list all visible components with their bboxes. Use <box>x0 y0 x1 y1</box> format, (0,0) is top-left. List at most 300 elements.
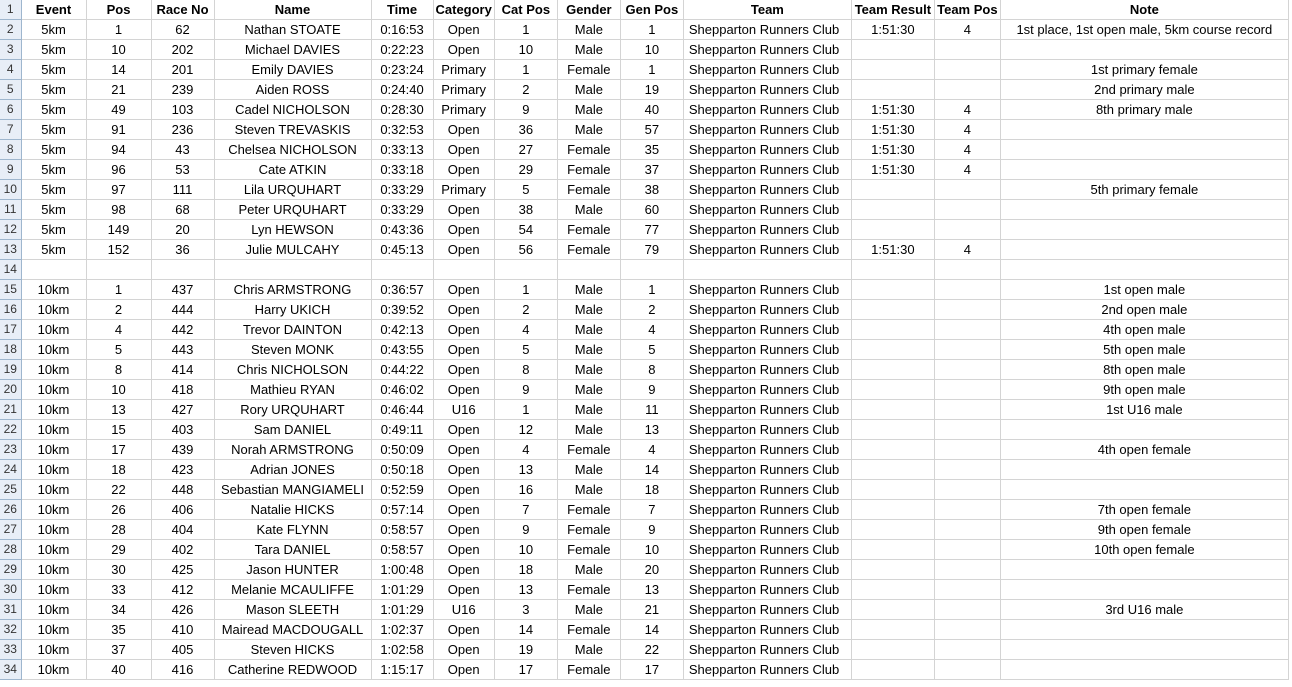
table-cell[interactable]: 37 <box>620 160 683 180</box>
table-cell[interactable]: Shepparton Runners Club <box>683 40 851 60</box>
table-cell[interactable]: Shepparton Runners Club <box>683 100 851 120</box>
table-cell[interactable] <box>851 460 934 480</box>
table-cell[interactable]: 21 <box>86 80 151 100</box>
table-cell[interactable] <box>1000 200 1288 220</box>
table-cell[interactable]: 10km <box>21 420 86 440</box>
table-cell[interactable]: Lyn HEWSON <box>214 220 371 240</box>
table-cell[interactable]: 1 <box>494 60 557 80</box>
table-cell[interactable]: 5km <box>21 140 86 160</box>
table-cell[interactable]: 1 <box>86 20 151 40</box>
table-cell[interactable]: 98 <box>86 200 151 220</box>
table-cell[interactable]: 9 <box>494 380 557 400</box>
table-cell[interactable]: 14 <box>494 620 557 640</box>
table-cell[interactable]: 1:02:58 <box>371 640 433 660</box>
table-cell[interactable]: 4 <box>494 440 557 460</box>
table-cell[interactable]: 239 <box>151 80 214 100</box>
table-cell[interactable]: 8th primary male <box>1000 100 1288 120</box>
table-cell[interactable]: Shepparton Runners Club <box>683 500 851 520</box>
table-cell[interactable]: 1st primary female <box>1000 60 1288 80</box>
table-cell[interactable]: Mathieu RYAN <box>214 380 371 400</box>
table-cell[interactable]: Female <box>557 540 620 560</box>
table-cell[interactable]: 402 <box>151 540 214 560</box>
table-cell[interactable] <box>851 380 934 400</box>
table-cell[interactable]: 4th open male <box>1000 320 1288 340</box>
table-cell[interactable]: 14 <box>620 620 683 640</box>
table-cell[interactable] <box>1000 140 1288 160</box>
row-number[interactable]: 33 <box>0 640 21 660</box>
table-cell[interactable]: Chris NICHOLSON <box>214 360 371 380</box>
table-cell[interactable] <box>934 280 1000 300</box>
table-cell[interactable]: 7th open female <box>1000 500 1288 520</box>
table-cell[interactable]: 4 <box>934 140 1000 160</box>
table-cell[interactable]: 1:51:30 <box>851 120 934 140</box>
table-cell[interactable] <box>934 540 1000 560</box>
table-cell[interactable]: 2 <box>620 300 683 320</box>
table-cell[interactable]: 1:01:29 <box>371 600 433 620</box>
row-number[interactable]: 34 <box>0 660 21 680</box>
table-cell[interactable]: 3 <box>494 600 557 620</box>
table-cell[interactable]: Male <box>557 600 620 620</box>
table-cell[interactable]: 5km <box>21 80 86 100</box>
table-cell[interactable]: Male <box>557 640 620 660</box>
table-cell[interactable] <box>851 80 934 100</box>
table-cell[interactable]: 20 <box>151 220 214 240</box>
table-cell[interactable]: Male <box>557 300 620 320</box>
table-cell[interactable]: Male <box>557 200 620 220</box>
table-cell[interactable]: 10 <box>494 540 557 560</box>
row-number[interactable]: 15 <box>0 280 21 300</box>
table-cell[interactable]: 68 <box>151 200 214 220</box>
table-cell[interactable]: 236 <box>151 120 214 140</box>
table-cell[interactable]: Female <box>557 620 620 640</box>
column-header-cell[interactable]: Category <box>433 0 494 20</box>
table-cell[interactable]: 94 <box>86 140 151 160</box>
table-cell[interactable] <box>934 560 1000 580</box>
table-cell[interactable]: 1:51:30 <box>851 100 934 120</box>
table-cell[interactable]: Jason HUNTER <box>214 560 371 580</box>
column-header-cell[interactable]: Gender <box>557 0 620 20</box>
table-cell[interactable]: 0:58:57 <box>371 540 433 560</box>
table-cell[interactable]: 405 <box>151 640 214 660</box>
table-cell[interactable]: 2nd open male <box>1000 300 1288 320</box>
table-cell[interactable] <box>851 400 934 420</box>
table-cell[interactable]: 49 <box>86 100 151 120</box>
table-cell[interactable]: Male <box>557 100 620 120</box>
row-number[interactable]: 8 <box>0 140 21 160</box>
table-cell[interactable]: 15 <box>86 420 151 440</box>
table-cell[interactable]: 5th open male <box>1000 340 1288 360</box>
table-cell[interactable]: 152 <box>86 240 151 260</box>
table-cell[interactable] <box>934 580 1000 600</box>
table-cell[interactable] <box>851 560 934 580</box>
table-cell[interactable]: 2 <box>86 300 151 320</box>
table-cell[interactable]: Shepparton Runners Club <box>683 280 851 300</box>
table-cell[interactable]: 1:15:17 <box>371 660 433 680</box>
table-cell[interactable]: Female <box>557 220 620 240</box>
table-cell[interactable] <box>1000 660 1288 680</box>
table-cell[interactable]: 103 <box>151 100 214 120</box>
table-cell[interactable]: Open <box>433 320 494 340</box>
table-cell[interactable]: U16 <box>433 400 494 420</box>
table-cell[interactable]: 22 <box>86 480 151 500</box>
table-cell[interactable]: 53 <box>151 160 214 180</box>
table-cell[interactable]: 10km <box>21 400 86 420</box>
table-cell[interactable]: 414 <box>151 360 214 380</box>
table-cell[interactable]: Female <box>557 500 620 520</box>
table-cell[interactable]: 12 <box>494 420 557 440</box>
table-cell[interactable]: Shepparton Runners Club <box>683 360 851 380</box>
table-cell[interactable]: 19 <box>620 80 683 100</box>
row-number[interactable]: 26 <box>0 500 21 520</box>
table-cell[interactable]: 0:33:29 <box>371 200 433 220</box>
table-cell[interactable]: 29 <box>494 160 557 180</box>
table-cell[interactable]: 1:01:29 <box>371 580 433 600</box>
table-cell[interactable]: 17 <box>620 660 683 680</box>
table-cell[interactable]: Shepparton Runners Club <box>683 120 851 140</box>
row-number[interactable]: 2 <box>0 20 21 40</box>
table-cell[interactable]: Open <box>433 660 494 680</box>
table-cell[interactable]: Catherine REDWOOD <box>214 660 371 680</box>
table-cell[interactable]: 40 <box>86 660 151 680</box>
row-number[interactable]: 9 <box>0 160 21 180</box>
table-cell[interactable]: 0:46:02 <box>371 380 433 400</box>
table-cell[interactable]: 18 <box>86 460 151 480</box>
table-cell[interactable]: Shepparton Runners Club <box>683 460 851 480</box>
table-cell[interactable]: 4 <box>86 320 151 340</box>
column-header-cell[interactable]: Note <box>1000 0 1288 20</box>
table-cell[interactable]: 10km <box>21 460 86 480</box>
column-header-cell[interactable]: Time <box>371 0 433 20</box>
table-cell[interactable]: Primary <box>433 60 494 80</box>
table-cell[interactable]: Open <box>433 20 494 40</box>
table-cell[interactable]: 202 <box>151 40 214 60</box>
table-cell[interactable]: 5 <box>86 340 151 360</box>
table-cell[interactable]: 10km <box>21 360 86 380</box>
table-cell[interactable]: Open <box>433 120 494 140</box>
table-cell[interactable]: 21 <box>620 600 683 620</box>
table-cell[interactable]: 9 <box>620 380 683 400</box>
table-cell[interactable]: 4th open female <box>1000 440 1288 460</box>
table-cell[interactable] <box>1000 560 1288 580</box>
table-cell[interactable]: 10km <box>21 600 86 620</box>
table-cell[interactable] <box>934 500 1000 520</box>
table-cell[interactable]: Cadel NICHOLSON <box>214 100 371 120</box>
table-cell[interactable]: 10km <box>21 640 86 660</box>
table-cell[interactable] <box>934 340 1000 360</box>
table-cell[interactable]: 38 <box>620 180 683 200</box>
table-cell[interactable]: 10km <box>21 520 86 540</box>
table-cell[interactable]: 10km <box>21 320 86 340</box>
table-cell[interactable]: 4 <box>494 320 557 340</box>
table-cell[interactable]: 10km <box>21 340 86 360</box>
table-cell[interactable]: Open <box>433 360 494 380</box>
table-cell[interactable]: 1:00:48 <box>371 560 433 580</box>
table-cell[interactable]: Male <box>557 480 620 500</box>
table-cell[interactable] <box>851 180 934 200</box>
table-cell[interactable]: 5km <box>21 180 86 200</box>
table-cell[interactable]: Steven MONK <box>214 340 371 360</box>
table-cell[interactable]: Male <box>557 280 620 300</box>
table-cell[interactable]: 38 <box>494 200 557 220</box>
table-cell[interactable] <box>371 260 433 280</box>
table-cell[interactable] <box>851 260 934 280</box>
table-cell[interactable]: Open <box>433 560 494 580</box>
table-cell[interactable]: Female <box>557 60 620 80</box>
table-cell[interactable] <box>851 300 934 320</box>
table-cell[interactable]: 1 <box>494 400 557 420</box>
table-cell[interactable]: Shepparton Runners Club <box>683 640 851 660</box>
table-cell[interactable] <box>851 500 934 520</box>
table-cell[interactable]: Shepparton Runners Club <box>683 560 851 580</box>
table-cell[interactable]: Shepparton Runners Club <box>683 20 851 40</box>
table-cell[interactable]: Male <box>557 20 620 40</box>
table-cell[interactable]: Mason SLEETH <box>214 600 371 620</box>
table-cell[interactable]: 29 <box>86 540 151 560</box>
table-cell[interactable]: 1 <box>620 280 683 300</box>
table-cell[interactable]: 10 <box>86 40 151 60</box>
table-cell[interactable] <box>1000 120 1288 140</box>
table-cell[interactable] <box>1000 220 1288 240</box>
table-cell[interactable]: 1 <box>620 20 683 40</box>
table-cell[interactable]: 4 <box>620 440 683 460</box>
table-cell[interactable]: Natalie HICKS <box>214 500 371 520</box>
table-cell[interactable]: Shepparton Runners Club <box>683 340 851 360</box>
table-cell[interactable]: Michael DAVIES <box>214 40 371 60</box>
table-cell[interactable]: 10 <box>620 540 683 560</box>
table-cell[interactable] <box>934 80 1000 100</box>
table-cell[interactable]: 2 <box>494 80 557 100</box>
table-cell[interactable] <box>934 200 1000 220</box>
table-cell[interactable]: 91 <box>86 120 151 140</box>
table-cell[interactable]: Open <box>433 540 494 560</box>
table-cell[interactable]: 28 <box>86 520 151 540</box>
table-cell[interactable]: 13 <box>494 460 557 480</box>
table-cell[interactable]: Peter URQUHART <box>214 200 371 220</box>
table-cell[interactable]: 410 <box>151 620 214 640</box>
table-cell[interactable]: 35 <box>86 620 151 640</box>
table-cell[interactable]: 9 <box>494 100 557 120</box>
table-cell[interactable]: Shepparton Runners Club <box>683 380 851 400</box>
table-cell[interactable]: Female <box>557 520 620 540</box>
row-number[interactable]: 13 <box>0 240 21 260</box>
row-number[interactable]: 30 <box>0 580 21 600</box>
row-number[interactable]: 19 <box>0 360 21 380</box>
table-cell[interactable]: Open <box>433 420 494 440</box>
table-cell[interactable]: Shepparton Runners Club <box>683 400 851 420</box>
table-cell[interactable]: 13 <box>620 580 683 600</box>
row-number[interactable]: 6 <box>0 100 21 120</box>
table-cell[interactable]: 0:43:55 <box>371 340 433 360</box>
table-cell[interactable]: 0:39:52 <box>371 300 433 320</box>
table-cell[interactable]: 10km <box>21 500 86 520</box>
table-cell[interactable] <box>934 40 1000 60</box>
table-cell[interactable]: 5km <box>21 220 86 240</box>
table-cell[interactable] <box>934 320 1000 340</box>
table-cell[interactable] <box>934 380 1000 400</box>
table-cell[interactable]: 8 <box>494 360 557 380</box>
table-cell[interactable] <box>86 260 151 280</box>
table-cell[interactable] <box>851 480 934 500</box>
table-cell[interactable]: Female <box>557 440 620 460</box>
table-cell[interactable]: 0:33:18 <box>371 160 433 180</box>
table-cell[interactable] <box>851 60 934 80</box>
table-cell[interactable]: 403 <box>151 420 214 440</box>
table-cell[interactable]: Open <box>433 200 494 220</box>
table-cell[interactable] <box>1000 480 1288 500</box>
table-cell[interactable]: Open <box>433 460 494 480</box>
table-cell[interactable]: 34 <box>86 600 151 620</box>
table-cell[interactable] <box>851 360 934 380</box>
table-cell[interactable]: 10km <box>21 620 86 640</box>
table-cell[interactable]: 96 <box>86 160 151 180</box>
table-cell[interactable]: Cate ATKIN <box>214 160 371 180</box>
table-cell[interactable]: 5 <box>494 340 557 360</box>
table-cell[interactable]: 4 <box>934 160 1000 180</box>
table-cell[interactable] <box>934 260 1000 280</box>
table-cell[interactable] <box>934 440 1000 460</box>
row-number[interactable]: 22 <box>0 420 21 440</box>
table-cell[interactable]: Male <box>557 420 620 440</box>
table-cell[interactable]: 10km <box>21 380 86 400</box>
table-cell[interactable]: 1 <box>494 280 557 300</box>
row-number[interactable]: 4 <box>0 60 21 80</box>
table-cell[interactable] <box>851 640 934 660</box>
table-cell[interactable]: Shepparton Runners Club <box>683 180 851 200</box>
table-cell[interactable]: 1 <box>620 60 683 80</box>
table-cell[interactable]: 1 <box>86 280 151 300</box>
row-number[interactable]: 16 <box>0 300 21 320</box>
table-cell[interactable] <box>1000 260 1288 280</box>
table-cell[interactable] <box>433 260 494 280</box>
table-cell[interactable]: Shepparton Runners Club <box>683 620 851 640</box>
table-cell[interactable]: 10 <box>620 40 683 60</box>
row-number[interactable]: 21 <box>0 400 21 420</box>
table-cell[interactable]: 426 <box>151 600 214 620</box>
table-cell[interactable]: Primary <box>433 80 494 100</box>
table-cell[interactable]: 97 <box>86 180 151 200</box>
column-header-cell[interactable]: Race No <box>151 0 214 20</box>
table-cell[interactable]: Male <box>557 400 620 420</box>
table-cell[interactable]: Steven HICKS <box>214 640 371 660</box>
table-cell[interactable]: Open <box>433 440 494 460</box>
table-cell[interactable] <box>934 460 1000 480</box>
table-cell[interactable]: 5km <box>21 40 86 60</box>
table-cell[interactable]: 111 <box>151 180 214 200</box>
table-cell[interactable]: 16 <box>494 480 557 500</box>
table-cell[interactable]: 10km <box>21 280 86 300</box>
table-cell[interactable]: 5km <box>21 60 86 80</box>
table-cell[interactable]: 0:46:44 <box>371 400 433 420</box>
table-cell[interactable]: 4 <box>934 120 1000 140</box>
table-cell[interactable]: 5km <box>21 240 86 260</box>
table-cell[interactable] <box>214 260 371 280</box>
table-cell[interactable]: 11 <box>620 400 683 420</box>
table-cell[interactable]: 0:24:40 <box>371 80 433 100</box>
table-cell[interactable]: 425 <box>151 560 214 580</box>
table-cell[interactable]: 37 <box>86 640 151 660</box>
table-cell[interactable] <box>851 220 934 240</box>
table-cell[interactable]: Shepparton Runners Club <box>683 480 851 500</box>
table-cell[interactable]: 8 <box>86 360 151 380</box>
column-header-cell[interactable]: Team <box>683 0 851 20</box>
table-cell[interactable]: 9 <box>620 520 683 540</box>
table-cell[interactable]: 5km <box>21 20 86 40</box>
table-cell[interactable]: 10 <box>86 380 151 400</box>
table-cell[interactable]: 1st place, 1st open male, 5km course record <box>1000 20 1288 40</box>
table-cell[interactable] <box>934 300 1000 320</box>
table-cell[interactable]: Shepparton Runners Club <box>683 240 851 260</box>
table-cell[interactable]: 13 <box>494 580 557 600</box>
table-cell[interactable]: Male <box>557 40 620 60</box>
table-cell[interactable]: 20 <box>620 560 683 580</box>
table-cell[interactable]: Male <box>557 80 620 100</box>
table-cell[interactable] <box>851 520 934 540</box>
table-cell[interactable] <box>851 280 934 300</box>
table-cell[interactable]: Norah ARMSTRONG <box>214 440 371 460</box>
table-cell[interactable]: Female <box>557 240 620 260</box>
table-cell[interactable] <box>1000 580 1288 600</box>
table-cell[interactable] <box>683 260 851 280</box>
table-cell[interactable]: Shepparton Runners Club <box>683 600 851 620</box>
table-cell[interactable]: 36 <box>494 120 557 140</box>
table-cell[interactable]: Mairead MACDOUGALL <box>214 620 371 640</box>
table-cell[interactable]: Harry UKICH <box>214 300 371 320</box>
table-cell[interactable]: 7 <box>494 500 557 520</box>
table-cell[interactable] <box>851 420 934 440</box>
table-cell[interactable]: 4 <box>934 20 1000 40</box>
table-cell[interactable]: 14 <box>86 60 151 80</box>
table-cell[interactable]: 27 <box>494 140 557 160</box>
table-cell[interactable]: 13 <box>86 400 151 420</box>
table-cell[interactable]: 30 <box>86 560 151 580</box>
table-cell[interactable]: 18 <box>620 480 683 500</box>
table-cell[interactable] <box>934 480 1000 500</box>
table-cell[interactable]: Sam DANIEL <box>214 420 371 440</box>
table-cell[interactable]: 0:36:57 <box>371 280 433 300</box>
row-number[interactable]: 18 <box>0 340 21 360</box>
table-cell[interactable] <box>851 320 934 340</box>
table-cell[interactable] <box>620 260 683 280</box>
table-cell[interactable]: Male <box>557 380 620 400</box>
table-cell[interactable]: 1:02:37 <box>371 620 433 640</box>
table-cell[interactable]: 2nd primary male <box>1000 80 1288 100</box>
table-cell[interactable] <box>934 640 1000 660</box>
table-cell[interactable] <box>1000 620 1288 640</box>
table-cell[interactable]: Male <box>557 320 620 340</box>
table-cell[interactable]: Emily DAVIES <box>214 60 371 80</box>
table-cell[interactable]: Rory URQUHART <box>214 400 371 420</box>
table-cell[interactable]: Shepparton Runners Club <box>683 660 851 680</box>
table-cell[interactable]: 56 <box>494 240 557 260</box>
table-cell[interactable]: 2 <box>494 300 557 320</box>
table-cell[interactable] <box>934 620 1000 640</box>
table-cell[interactable]: 14 <box>620 460 683 480</box>
table-cell[interactable]: Nathan STOATE <box>214 20 371 40</box>
table-cell[interactable]: Aiden ROSS <box>214 80 371 100</box>
table-cell[interactable]: 4 <box>934 100 1000 120</box>
row-number[interactable]: 25 <box>0 480 21 500</box>
table-cell[interactable]: 1:51:30 <box>851 140 934 160</box>
table-cell[interactable] <box>851 540 934 560</box>
table-cell[interactable]: 0:33:13 <box>371 140 433 160</box>
table-cell[interactable]: Steven TREVASKIS <box>214 120 371 140</box>
table-cell[interactable]: 1st open male <box>1000 280 1288 300</box>
column-header-cell[interactable]: Name <box>214 0 371 20</box>
table-cell[interactable]: 0:52:59 <box>371 480 433 500</box>
table-cell[interactable]: 5 <box>620 340 683 360</box>
table-cell[interactable]: 33 <box>86 580 151 600</box>
table-cell[interactable]: Male <box>557 360 620 380</box>
